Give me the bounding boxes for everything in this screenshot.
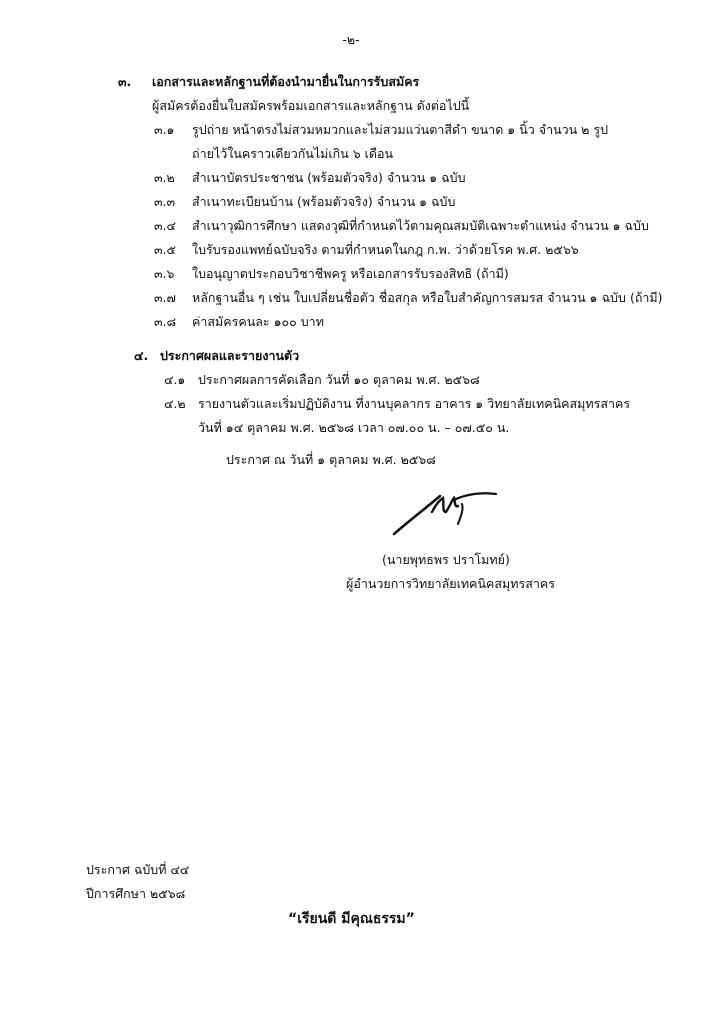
item-4-2-continuation: วันที่ ๑๔ ตุลาคม พ.ศ. ๒๕๖๘ เวลา ๐๗.๐๐ น. – ๐๗.๕๐ น. bbox=[198, 420, 510, 435]
item-3-1-text: รูปถ่าย หน้าตรงไม่สวมหมวกและไม่สวมแว่นตาสีดำ ขนาด ๑ นิ้ว จำนวน ๒ รูป bbox=[192, 122, 609, 137]
motto: “เรียนดี มีคุณธรรม” bbox=[288, 911, 415, 927]
item-3-4-text: สำเนาวุฒิการศึกษา แสดงวุฒิที่กำหนดไว้ตามคุณสมบัติเฉพาะตำแหน่ง จำนวน ๑ ฉบับ bbox=[192, 218, 649, 233]
item-3-2-text: สำเนาบัตรประชาชน (พร้อมตัวจริง) จำนวน ๑ ฉบับ bbox=[192, 170, 466, 185]
signer-title: ผู้อำนวยการวิทยาลัยเทคนิคสมุทรสาคร bbox=[346, 576, 555, 591]
academic-year: ปีการศึกษา ๒๕๖๘ bbox=[86, 886, 186, 901]
item-3-7-text: หลักฐานอื่น ๆ เช่น ใบเปลี่ยนชื่อตัว ชื่อสกุล หรือใบสำคัญการสมรส จำนวน ๑ ฉบับ (ถ้ามี) bbox=[192, 290, 663, 305]
item-4-1-number: ๔.๑ bbox=[164, 372, 186, 387]
item-3-2-number: ๓.๒ bbox=[154, 170, 175, 185]
announcement-number: ประกาศ ฉบับที่ ๔๔ bbox=[86, 862, 190, 877]
section4-number: ๔. bbox=[134, 348, 149, 363]
item-3-6-number: ๓.๖ bbox=[154, 266, 175, 281]
item-3-3-text: สำเนาทะเบียนบ้าน (พร้อมตัวจริง) จำนวน ๑ ฉบับ bbox=[192, 194, 456, 209]
page-number: -๒- bbox=[342, 32, 360, 47]
section4-title: ประกาศผลและรายงานตัว bbox=[160, 348, 300, 363]
item-4-1-text: ประกาศผลการคัดเลือก วันที่ ๑๐ ตุลาคม พ.ศ. ๒๕๖๘ bbox=[198, 372, 480, 387]
item-3-8-number: ๓.๘ bbox=[154, 314, 177, 329]
section3-title: เอกสารและหลักฐานที่ต้องนำมายื่นในการรับสมัคร bbox=[152, 74, 420, 89]
item-3-5-number: ๓.๕ bbox=[154, 242, 176, 257]
item-4-2-number: ๔.๒ bbox=[164, 396, 186, 411]
item-3-7-number: ๓.๗ bbox=[154, 290, 176, 305]
item-3-4-number: ๓.๔ bbox=[154, 218, 176, 233]
item-3-6-text: ใบอนุญาตประกอบวิชาชีพครู หรือเอกสารรับรองสิทธิ (ถ้ามี) bbox=[192, 266, 509, 281]
section3-intro: ผู้สมัครต้องยื่นใบสมัครพร้อมเอกสารและหลักฐาน ดังต่อไปนี้ bbox=[152, 98, 470, 113]
item-3-1-continuation: ถ่ายไว้ในคราวเดียวกันไม่เกิน ๖ เดือน bbox=[192, 146, 394, 161]
item-3-1-number: ๓.๑ bbox=[154, 122, 175, 137]
item-4-2-text: รายงานตัวและเริ่มปฏิบัติงาน ที่งานบุคลากร อาคาร ๑ วิทยาลัยเทคนิคสมุทรสาคร bbox=[198, 396, 631, 411]
item-3-3-number: ๓.๓ bbox=[154, 194, 176, 209]
signature-image bbox=[388, 482, 508, 542]
announcement-date: ประกาศ ณ วันที่ ๑ ตุลาคม พ.ศ. ๒๕๖๘ bbox=[226, 452, 436, 467]
signer-name: (นายพุทธพร ปราโมทย์) bbox=[382, 552, 510, 567]
item-3-8-text: ค่าสมัครคนละ ๑๐๐ บาท bbox=[192, 314, 324, 329]
item-3-5-text: ใบรับรองแพทย์ฉบับจริง ตามที่กำหนดในกฎ ก.พ. ว่าด้วยโรค พ.ศ. ๒๕๖๖ bbox=[192, 242, 579, 257]
section3-number: ๓. bbox=[118, 74, 132, 89]
